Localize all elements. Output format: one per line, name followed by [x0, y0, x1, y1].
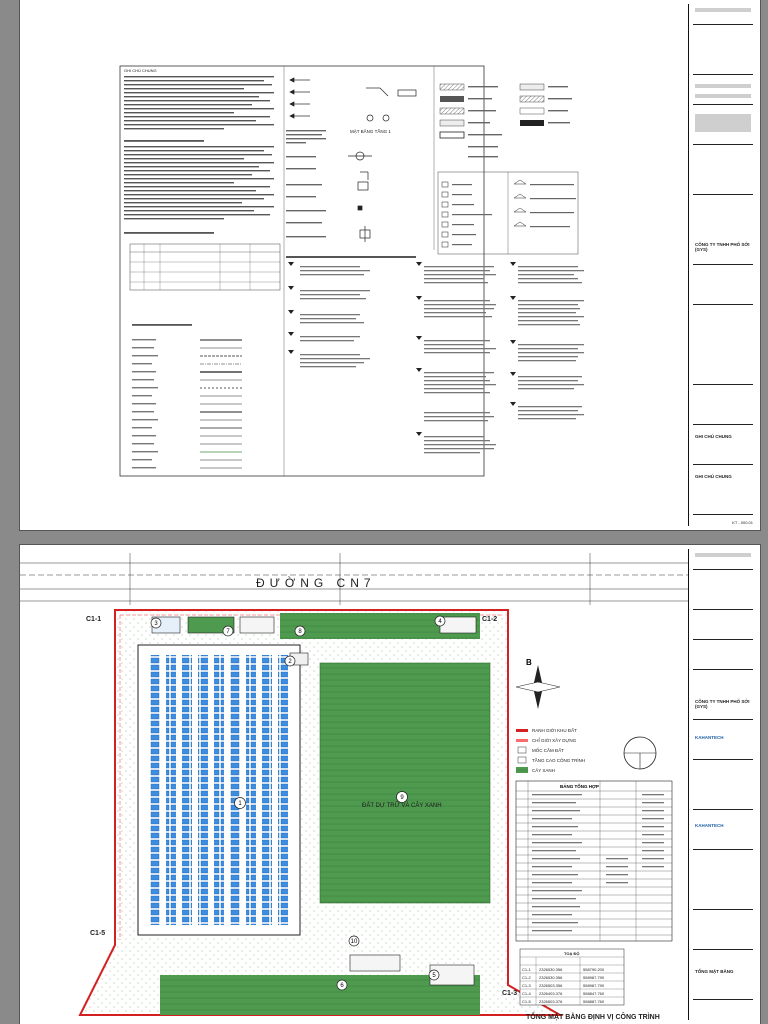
legend-building-line: CHỈ GIỚI XÂY DỰNG	[532, 738, 577, 743]
building-tag-10: 10	[350, 939, 358, 945]
coord-row3-y: 558987.790	[583, 983, 605, 988]
land-use-statistics-table	[516, 781, 672, 941]
coord-row4-x: 2326403.376	[539, 991, 563, 996]
coord-row4-y: 558847.760	[583, 991, 605, 996]
material-hatch-legend	[440, 84, 572, 157]
coord-row2-id: C1-2	[522, 975, 531, 980]
coord-row5-id: C1-5	[522, 999, 531, 1004]
building-tag-3: 3	[154, 621, 158, 627]
site-plan-drawing	[20, 545, 688, 1024]
legend-land-marker: MỐC CẮM ĐẤT	[532, 748, 564, 753]
north-arrow-icon	[516, 658, 560, 709]
building-tag-6: 6	[340, 983, 344, 989]
finish-schedule	[286, 256, 584, 453]
legend-tree: CÂY XANH	[532, 768, 555, 773]
coord-row1-y: 558790.200	[583, 967, 605, 972]
building-tag-2: 2	[288, 659, 292, 665]
symbols-legend	[286, 78, 584, 453]
building-tag-8: 8	[298, 629, 302, 635]
reserve-area-label: ĐẤT DỰ TRỮ VÀ CÂY XANH	[362, 803, 442, 809]
general-notes-drawing	[20, 0, 688, 530]
coord-row4-id: C1-4	[522, 991, 531, 996]
corner-tag-c1-1: C1-1	[86, 616, 102, 623]
corner-tag-c1-3: C1-3	[502, 990, 518, 997]
drawing-sheet-site-plan	[20, 545, 760, 1024]
corner-tag-c1-5: C1-5	[90, 930, 106, 937]
coord-row3-x: 2326503.356	[539, 983, 563, 988]
building-tag-1: 1	[238, 801, 242, 807]
project-table	[130, 244, 280, 290]
tb2-brand-2: KAHANTECH	[695, 823, 724, 828]
tb1-drawing-label: GHI CHÚ CHUNG	[695, 434, 732, 439]
tb1-company: CÔNG TY TNHH PHỐ SỚI (GYS)	[695, 242, 750, 252]
building-tag-7: 7	[226, 629, 230, 635]
tb2-drawing-name: TỔNG MẶT BẰNG	[695, 969, 734, 974]
building-tag-9: 9	[400, 795, 404, 801]
racking-area	[150, 655, 288, 925]
coord-row5-y: 558887.760	[583, 999, 605, 1004]
coord-row2-x: 2326530.356	[539, 975, 563, 980]
coordinates-table	[520, 949, 624, 1005]
line-type-legend	[132, 324, 242, 468]
corner-tag-c1-2: C1-2	[482, 616, 498, 623]
drawing-sheet-general-notes	[20, 0, 760, 530]
reserve-green-area	[320, 663, 490, 903]
tb2-brand: KAHANTECH	[695, 735, 724, 740]
tb1-drawing-name: GHI CHÚ CHUNG	[695, 474, 732, 479]
legend-building-height: TẦNG CAO CÔNG TRÌNH	[532, 758, 586, 763]
panel-title-notes: GHI CHÚ CHUNG	[124, 68, 157, 73]
title-block-sheet2	[688, 549, 757, 1020]
building-tag-5: 5	[432, 973, 436, 979]
coord-row1-x: 2326530.356	[539, 967, 563, 972]
coord-row2-y: 558987.790	[583, 975, 605, 980]
coord-row5-x: 2326503.376	[539, 999, 563, 1004]
tb1-sheet-code: KT - 000.01	[732, 520, 753, 525]
coord-row1-id: C1-1	[522, 967, 531, 972]
stats-title: BẢNG TỔNG HỢP	[560, 784, 599, 789]
building-tag-4: 4	[438, 619, 442, 625]
general-notes-text	[124, 68, 280, 468]
road-label: ĐƯỜNG CN7	[256, 576, 376, 590]
title-block-sheet1	[688, 4, 757, 526]
coord-row3-id: C1-3	[522, 983, 531, 988]
plan-title-sample: MẶT BẰNG TẦNG 1	[350, 129, 391, 134]
door-window-legend	[438, 172, 578, 254]
site-legend	[516, 727, 656, 773]
legend-boundary: RANH GIỚI KHU ĐẤT	[532, 728, 577, 733]
tb2-company: CÔNG TY TNHH PHỐ SỚI (GYS)	[695, 699, 750, 709]
coords-title: TOẠ ĐỘ	[564, 951, 580, 956]
svg-text:B: B	[526, 658, 532, 667]
site-plan-title: TỔNG MẶT BẰNG ĐỊNH VỊ CÔNG TRÌNH	[526, 1014, 660, 1021]
